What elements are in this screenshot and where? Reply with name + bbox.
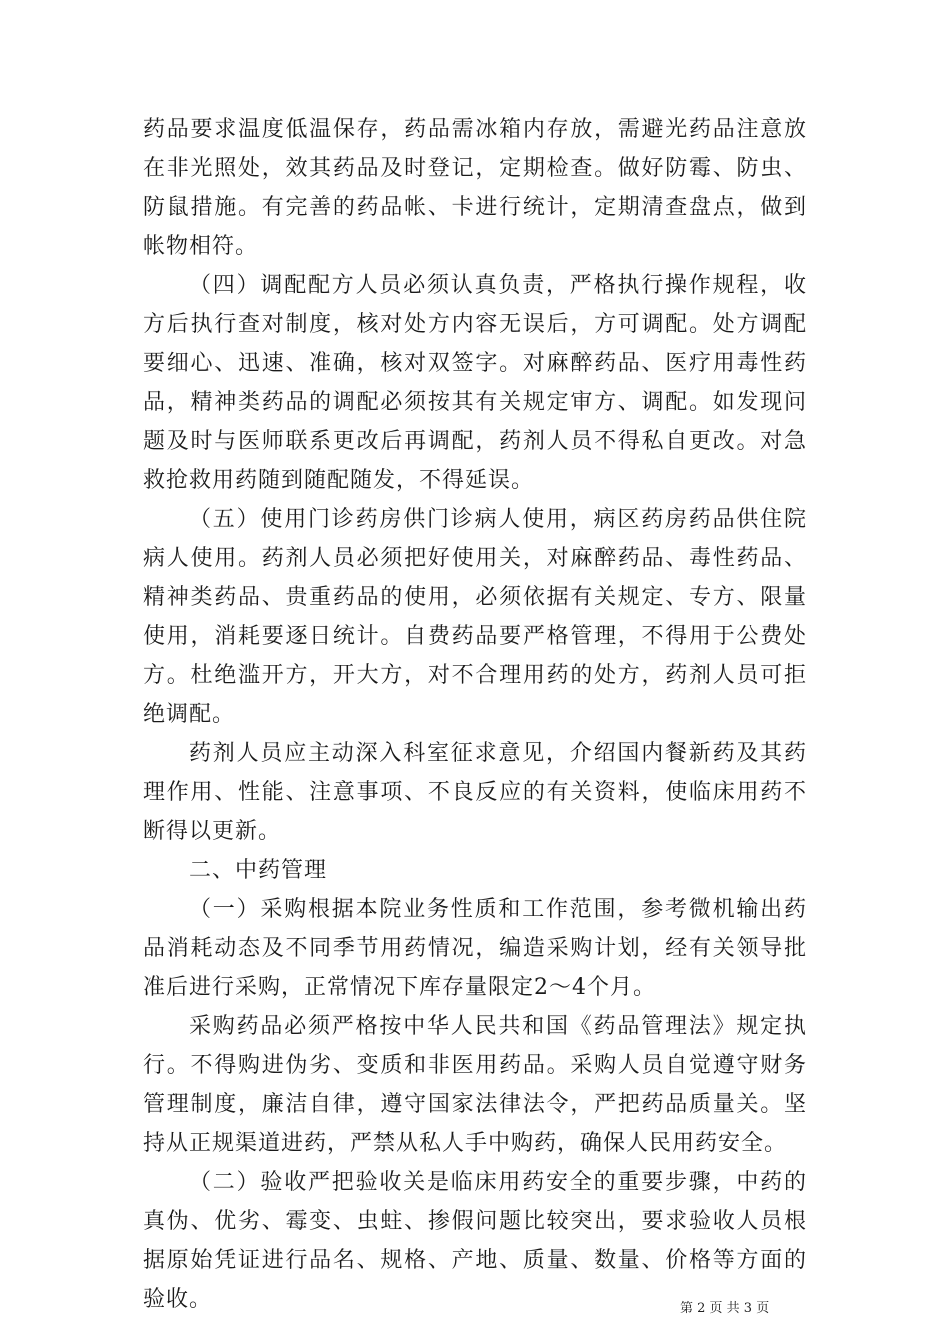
paragraph-procurement-rules: 采购药品必须严格按中华人民共和国《药品管理法》规定执行。不得购进伪劣、变质和非医用药品。采购人员自觉遵守财务管理制度，廉洁自律，遵守国家法律法令，严把药品质量关。坚持从正规渠道进药，严禁从私人手中购药，确保人民用药安全。 [143, 1014, 807, 1156]
paragraph-storage-end: 药品要求温度低温保存，药品需冰箱内存放，需避光药品注意放在非光照处，效其药品及时登记，定期检查。做好防霉、防虫、防鼠措施。有完善的药品帐、卡进行统计，定期清查盘点，做到帐物相符。 [143, 117, 807, 259]
page-number: 第 2 页 共 3 页 [680, 1301, 770, 1316]
paragraph-procurement: （一）采购根据本院业务性质和工作范围，参考微机输出药品消耗动态及不同季节用药情况，编造采购计划，经有关领导批准后进行采购，正常情况下库存量限定2～4个月。 [143, 897, 807, 1000]
document-body [143, 110, 807, 1319]
paragraph-outreach: 药剂人员应主动深入科室征求意见，介绍国内餐新药及其药理作用、性能、注意事项、不良反应的有关资料，使临床用药不断得以更新。 [143, 741, 807, 844]
paragraph-acceptance: （二）验收严把验收关是临床用药安全的重要步骤，中药的真伪、优劣、霉变、虫蛀、掺假问题比较突出，要求验收人员根据原始凭证进行品名、规格、产地、质量、数量、价格等方面的验收。 [143, 1170, 807, 1312]
section-heading-tcm: 二、中药管理 [189, 858, 328, 883]
paragraph-dispensing: （四）调配配方人员必须认真负责，严格执行操作规程，收方后执行查对制度，核对处方内容无误后，方可调配。处方调配要细心、迅速、准确，核对双签字。对麻醉药品、医疗用毒性药品，精神类药品的调配必须按其有关规定审方、调配。如发现问题及时与医师联系更改后再调配，药剂人员不得私自更改。对急救抢救用药随到随配随发，不得延误。 [143, 273, 807, 493]
paragraph-usage: （五）使用门诊药房供门诊病人使用，病区药房药品供住院病人使用。药剂人员必须把好使用关，对麻醉药品、毒性药品、精神类药品、贵重药品的使用，必须依据有关规定、专方、限量使用，消耗要逐日统计。自费药品要严格管理，不得用于公费处方。杜绝滥开方，开大方，对不合理用药的处方，药剂人员可拒绝调配。 [143, 507, 807, 727]
